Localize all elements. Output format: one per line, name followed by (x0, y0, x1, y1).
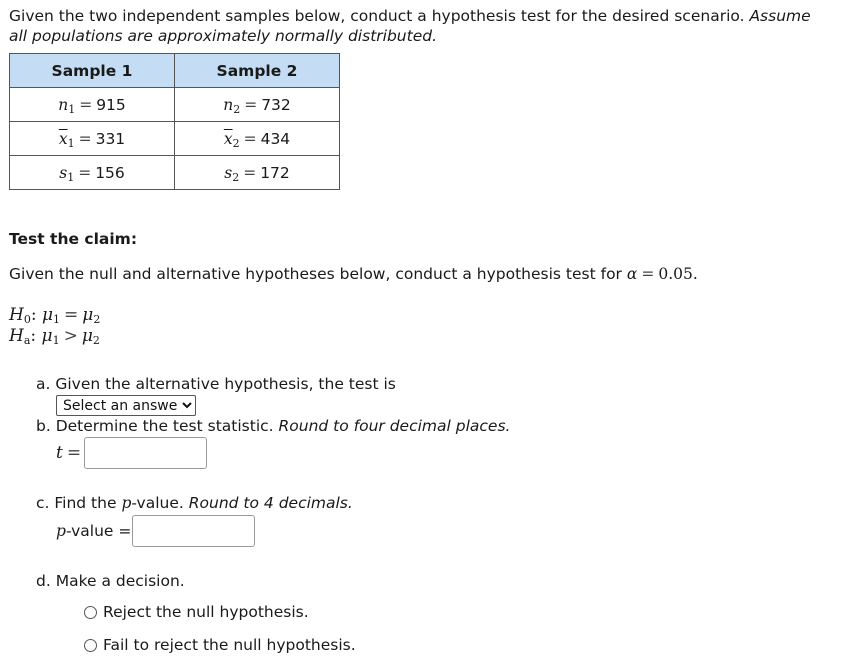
radio-button[interactable] (84, 639, 97, 652)
part-b-question: b. Determine the test statistic. Round to four decimal places. (36, 417, 511, 435)
table-header-row (10, 54, 340, 88)
part-d-question: d. Make a decision. (36, 572, 185, 590)
part-a-question: a. Given the alternative hypothesis, the test is (36, 375, 396, 393)
cell-xbar2: $\overline{x}2 = 434$ (175, 122, 340, 156)
given-text: Given the null and alternative hypotheses below, conduct a hypothesis test for α = 0.05. (9, 265, 698, 283)
cell-s1: s1 = 156 (10, 156, 175, 190)
fail-to-reject-label[interactable]: Fail to reject the null hypothesis. (103, 636, 356, 654)
radio-button[interactable] (84, 606, 97, 619)
header-sample-2: Sample 2 (175, 54, 340, 88)
cell-s2: s2 = 172 (175, 156, 340, 190)
cell-n1: n1 = 915 (10, 88, 175, 122)
samples-table (9, 53, 340, 190)
alpha-symbol: α (626, 265, 638, 283)
reject-label[interactable]: Reject the null hypothesis. (103, 603, 309, 621)
table-row (10, 122, 340, 156)
cell-n2: n2 = 732 (175, 88, 340, 122)
reject-option[interactable] (84, 603, 309, 621)
t-label: t = (56, 443, 82, 463)
part-c-question: c. Find the p-value. Round to 4 decimals. (36, 494, 353, 512)
intro-text (9, 6, 829, 46)
test-type-select[interactable] (56, 395, 196, 416)
test-statistic-input[interactable] (84, 437, 207, 469)
test-claim-heading: Test the claim: (9, 230, 138, 248)
header-sample-1: Sample 1 (10, 54, 175, 88)
p-value-input[interactable] (132, 515, 255, 547)
fail-to-reject-option[interactable] (84, 636, 356, 654)
cell-xbar1: $\overline{x}1 = 331$ (10, 122, 175, 156)
table-row (10, 156, 340, 190)
null-hypothesis: H0: μ1 = μ2 (9, 305, 101, 326)
alternative-hypothesis: Ha: μ1 > μ2 (9, 326, 100, 347)
p-value-label: p-value = (56, 522, 132, 540)
table-row (10, 88, 340, 122)
intro-plain: Given the two independent samples below, conduct a hypothesis test for the desired scenario. (9, 7, 750, 25)
intro-italic: Assume all populations are approximately normally distributed. (9, 7, 811, 45)
